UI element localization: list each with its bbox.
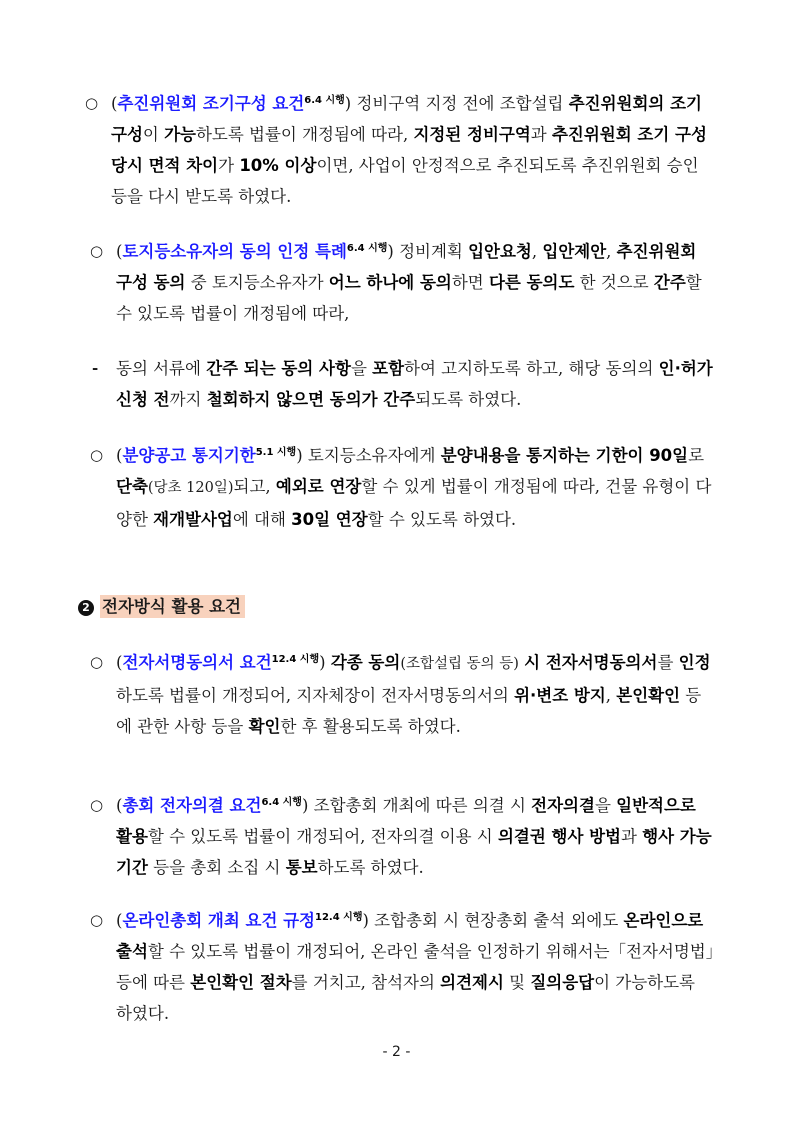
- bold-text-run: 재개발사업: [153, 510, 233, 529]
- item-text: [111, 88, 716, 212]
- item-text: [116, 647, 716, 742]
- text-run: ) 조합총회 시 현장총회 출석 외에도: [362, 911, 624, 930]
- text-run: 되도록 하였다.: [415, 390, 522, 409]
- text-run: 할 수 있게 법률이 개정됨에 따라, 건물 유형이 다양한: [116, 477, 712, 529]
- bold-text-run: 간주 되는 동의 사항: [206, 359, 351, 378]
- text-run: 하면: [451, 273, 489, 292]
- text-run: 이면, 사업이 안정적으로 추진되도록 추진위원회 승인 등을 다시 받도록 하였다.: [111, 156, 699, 206]
- text-run: (: [116, 653, 123, 672]
- bold-text-run: 다른 동의도: [488, 273, 575, 292]
- text-run: 하도록 하였다.: [317, 858, 424, 877]
- text-run: 를: [657, 653, 679, 672]
- item-title: 온라인총회 개최 요건 규정: [122, 911, 315, 930]
- bold-text-run: 각종 동의: [330, 653, 401, 672]
- text-run: (: [116, 796, 123, 815]
- bold-text-run: 예외로 연장: [275, 477, 362, 496]
- text-run: 할 수 있도록 법률이 개정됨에 따라,: [116, 273, 702, 323]
- page-number: - 2 -: [382, 1044, 411, 1060]
- effective-date-note: 12.4 시행: [315, 912, 363, 923]
- dash-bullet-icon: -: [92, 359, 99, 377]
- text-run: 한 것으로: [574, 273, 654, 292]
- item-online-general-meeting: [90, 905, 730, 1029]
- effective-date-note: 6.4 시행: [346, 243, 388, 254]
- text-run: 할 수 있도록 법률이 개정되어, 전자의결 이용 시: [147, 827, 498, 846]
- item-text: [116, 905, 716, 1029]
- bold-text-run: 의견제시: [440, 973, 504, 992]
- item-title: 추진위원회 조기구성 요건: [117, 94, 305, 113]
- text-run: ): [319, 653, 331, 672]
- text-run: 한 후 활용되도록 하였다.: [280, 717, 461, 736]
- bold-text-run: 추진위원회 구성 동의: [116, 242, 697, 292]
- effective-date-note: 6.4 시행: [261, 797, 302, 808]
- text-run: 로: [688, 446, 705, 465]
- bold-text-run: 인·허가 신청 전: [116, 359, 713, 409]
- text-run: (: [111, 94, 118, 113]
- text-run: 을: [594, 796, 617, 815]
- bold-text-run: 전자의결: [531, 796, 595, 815]
- text-run: 를 거치고, 참석자의: [291, 973, 441, 992]
- text-run: 등에 관한 사항 등을: [116, 686, 702, 736]
- text-run: ,: [605, 686, 617, 705]
- item-owner-consent-exception: [90, 236, 730, 329]
- bold-text-run: 추진위원회 조기 구성 당시 면적 차이: [111, 125, 707, 175]
- item-title: 분양공고 통지기한: [122, 446, 256, 465]
- bold-text-run: 가능: [164, 125, 196, 144]
- bold-text-run: 시 전자서명동의서: [524, 653, 658, 672]
- effective-date-note: 6.4 시행: [304, 95, 345, 106]
- text-run: ) 토지등소유자에게: [296, 446, 441, 465]
- item-text: [116, 440, 716, 535]
- small-note: (당초 120일): [147, 480, 234, 496]
- item-title: 토지등소유자의 동의 인정 특례: [122, 242, 347, 261]
- bold-text-run: 분양내용을 통지하는 기한이 90일: [440, 446, 689, 465]
- bold-text-run: 10% 이상: [239, 156, 317, 175]
- circle-bullet-icon: ○: [90, 653, 104, 671]
- item-title: 총회 전자의결 요건: [122, 796, 262, 815]
- bold-text-run: 일반적으로 활용: [116, 796, 696, 846]
- text-run: ,: [531, 242, 543, 261]
- text-run: (: [116, 911, 123, 930]
- section-heading: [78, 592, 245, 622]
- text-run: 하도록 법률이 개정되어, 지자체장이 전자서명동의서의: [116, 686, 515, 705]
- bold-text-run: 추진위원회의 조기 구성: [111, 94, 702, 144]
- text-run: 및: [503, 973, 531, 992]
- circle-bullet-icon: ○: [90, 911, 104, 929]
- bold-text-run: 위·변조 방지: [514, 686, 606, 705]
- circle-bullet-icon: ○: [90, 446, 104, 464]
- bold-text-run: 입안제안: [542, 242, 607, 261]
- text-run: ,: [606, 242, 617, 261]
- bold-text-run: 본인확인 절차: [190, 973, 292, 992]
- bold-text-run: 단축: [116, 477, 148, 496]
- item-committee-early-formation: [85, 88, 725, 212]
- effective-date-note: 12.4 시행: [271, 654, 320, 665]
- text-run: ) 정비계획: [387, 242, 469, 261]
- circle-bullet-icon: ○: [85, 94, 99, 112]
- bold-text-run: 지정된 정비구역: [413, 125, 531, 144]
- bold-text-run: 의결권 행사 방법: [497, 827, 621, 846]
- text-run: ) 정비구역 지정 전에 조합설립: [344, 94, 569, 113]
- text-run: (: [116, 242, 123, 261]
- item-title: 전자서명동의서 요건: [122, 653, 272, 672]
- bold-text-run: 본인확인: [616, 686, 681, 705]
- text-run: 할 수 있도록 하였다.: [367, 510, 517, 529]
- item-text: [116, 236, 716, 329]
- item-general-meeting-e-voting: [90, 790, 730, 883]
- bold-text-run: 어느 하나에 동의: [328, 273, 452, 292]
- bold-text-run: 입안요청: [468, 242, 532, 261]
- text-run: 중 토지등소유자가: [185, 273, 329, 292]
- text-run: (: [116, 446, 123, 465]
- bold-text-run: 통보: [285, 858, 318, 877]
- text-run: 이 가능하도록 하였다.: [116, 973, 695, 1023]
- circle-bullet-icon: ○: [90, 796, 104, 814]
- small-note: (조합설립 동의 등): [400, 656, 519, 672]
- text-run: 하여 고지하도록 하고, 해당 동의의: [404, 359, 659, 378]
- text-run: 에 대해: [232, 510, 292, 529]
- item-text: [116, 790, 716, 883]
- bold-text-run: 인정: [678, 653, 711, 672]
- text-run: 과: [530, 125, 552, 144]
- bold-text-run: 온라인으로 출석: [116, 911, 704, 961]
- section-title: 전자방식 활용 요건: [100, 595, 245, 618]
- circle-bullet-icon: ○: [90, 242, 104, 260]
- text-run: 동의 서류에: [116, 359, 207, 378]
- bold-text-run: 철회하지 않으면 동의가 간주: [206, 390, 416, 409]
- bold-text-run: 포함: [372, 359, 405, 378]
- text-run: 이: [142, 125, 165, 144]
- item-sale-notice-deadline: [90, 440, 730, 535]
- effective-date-note: 5.1 시행: [255, 447, 297, 458]
- bold-text-run: 행사 가능기간: [116, 827, 712, 877]
- text-run: 되고,: [233, 477, 276, 496]
- section-number-badge: 2: [78, 600, 94, 616]
- text-run: 등을 총회 소집 시: [147, 858, 286, 877]
- bold-text-run: 30일 연장: [291, 510, 368, 529]
- text-run: 하도록 법률이 개정됨에 따라,: [195, 125, 414, 144]
- item-text: [116, 353, 716, 415]
- text-run: 과: [621, 827, 643, 846]
- bold-text-run: 확인: [248, 717, 281, 736]
- text-run: 을: [350, 359, 373, 378]
- bold-text-run: 간주: [653, 273, 686, 292]
- bold-text-run: 질의응답: [530, 973, 595, 992]
- text-run: ) 조합총회 개최에 따른 의결 시: [301, 796, 532, 815]
- text-run: 할 수 있도록 법률이 개정되어, 온라인 출석을 인정하기 위해서는「전자서명법」등에 따른: [116, 942, 714, 992]
- item-consent-notice-subitem: [92, 353, 732, 415]
- text-run: 가: [218, 156, 240, 175]
- text-run: 까지: [169, 390, 207, 409]
- item-electronic-signature-consent: [90, 647, 730, 742]
